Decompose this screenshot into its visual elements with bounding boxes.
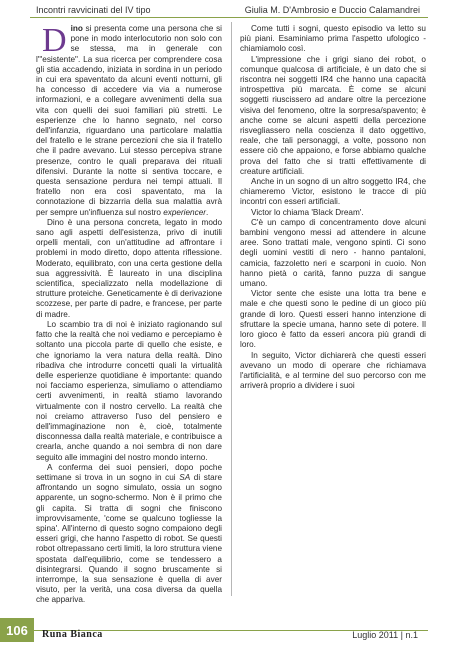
paragraph-6: L'impressione che i grigi siano dei robot, o comunque qualcosa di artificiale, è un dato che si riscontra nei soggetti IR4 che hanno una capacità introspettiva più marcata. È come se alcuni soggetti riuscissero ad andare oltre la percezione visiva del fenomeno, oltre la sorpresa/spavento; è anche come se alcuni aspetti della percezione risvegliassero nella coscienza il dato oggettivo, reale, che tali personaggi, a volte, possono non essere ciò che appaiono, e forse abbiamo qualche prova del fatto che si tratti effettivamente di creature artificiali.	[240, 54, 426, 176]
issue-info: Luglio 2011 | n.1	[352, 630, 418, 640]
column-right	[240, 24, 426, 594]
paragraph-1-text: si presenta come una persona che si pone in modo interlocutorio non solo con se stessa, ma in generale con l'"esistente". La sua ricerca per comprendere cosa gli stia accadendo, iniziata in sordina in un periodo in cui era spaventato da alcuni eventi notturni, gli ha concesso di accedere via via a numerose informazioni, e a collegare avvenimenti della sua vita con quelli dei suoi familiari più stretti. Le esperienze che lo hanno segnato, nel corso dell'infanzia, riguardano una particolare malattia del fratello e le strane percezioni che sia il fratello che il padre avevano. Lui stesso percepiva strane presenze, contro le quali preparava dei rituali difensivi. Durante la notte si sentiva toccare, e questa sensazione perdura nei tempi attuali. Il fratello non era così spaventato, ma la connotazione di bizzarria della sua malattia avrà per sempre un'influenza sul nostro	[36, 24, 222, 217]
paragraph-11: In seguito, Victor dichiarerà che questi esseri avevano un modo di operare che richiamava l'artificialità, e al termine del suo percorso con me arriverà proprio a dividere i suoi	[240, 350, 426, 391]
paragraph-8: Victor lo chiama 'Black Dream'.	[251, 207, 364, 217]
running-header	[0, 0, 458, 18]
paragraph-1-emphasis: experiencer	[163, 207, 206, 217]
paragraph-1	[36, 24, 222, 218]
paragraph-7: Anche in un sogno di un altro soggetto IR4, che chiameremo Victor, esistono le tracce di più incontri con esseri artificiali.	[240, 177, 426, 207]
page-number: 106	[0, 618, 34, 642]
header-authors: Giulia M. D'Ambrosio e Duccio Calamandrei	[244, 5, 420, 15]
header-rule	[30, 17, 428, 18]
paragraph-4-text: A conferma dei suoi pensieri, dopo poche settimane si trova in un sogno in cui	[36, 462, 222, 482]
paragraph-1-end: .	[205, 207, 209, 217]
paragraph-2: Dino è una persona concreta, legato in modo sano agli aspetti dell'esistenza, privo di inutili orpelli mentali, con un'attitudine ad affrontare i problemi in modo diretto, dopo attenta riflessione. Moderato, equilibrato, con una certa gestione della sua aggressività. È laureato in una disciplina scientifica, specializzato nella modellazione di strutture proteiche. Geneticamente è di derivazione scozzese, per parte di padre, e francese, per parte di madre.	[36, 217, 222, 319]
paragraph-4-emphasis: SA	[179, 472, 191, 482]
magazine-title: Runa Bianca	[42, 629, 103, 640]
page-footer	[0, 620, 458, 646]
drop-cap: D	[42, 22, 67, 59]
paragraph-10: Victor sente che esiste una lotta tra bene e male e che questi sono le pedine di un gioco più grande di loro. Questi esseri hanno intenzione di sfruttare la specie umana, hanno sete di potere. Il loro gioco è fatto da esseri ancora più grandi di loro.	[240, 289, 426, 350]
lead-word: ino	[70, 24, 83, 33]
header-section-title: Incontri ravvicinati del IV tipo	[36, 5, 151, 15]
paragraph-4-start	[36, 463, 222, 606]
column-left	[36, 22, 223, 605]
column-divider	[231, 22, 232, 596]
paragraph-3: Lo scambio tra di noi è iniziato ragionando sul fatto che la realtà che noi vediamo e percepiamo è soltanto una piccola parte di quello che esiste, e che ignoriamo la vera natura della realtà. Dino ribadiva che introdurre concetti quali la virtualità delle esperienze quotidiane è importante: quando noi facciamo esperienza, simuliamo o attendiamo certi avvenimenti, in realtà stiamo lavorando virtualmente con il nostro cervello. La realtà che noi creiamo attraverso l'uso del pensiero e dell'immaginazione non è, cioè, totalmente disconnessa dalla realtà materiale, e contribuisce a crearla, anche quando a noi sembra di non dare seguito alle immagini del nostro mondo interno.	[36, 319, 222, 462]
paragraph-9: C'è un campo di concentramento dove alcuni bambini vengono messi ad attendere in alcune aree. Sono trattati male, vengono spinti. Ci sono degli uomini vestiti di nero - hanno pantaloni, camicia, fazzoletto neri e scarponi in cuoio. Non hanno pietà o carità, fanno puzza di sangue umano.	[240, 217, 426, 289]
paragraph-5: Come tutti i sogni, questo episodio va letto su più piani. Esaminiamo prima l'aspetto ufologico - chiamiamolo così.	[240, 24, 426, 54]
paragraph-4-rest: di stare affrontando un sogno simulato, ossia un sogno apparente, un sogno-schermo. Non è il primo che gli capita. Si tratta di sogni che finiscono improvvisamente, 'come se qualcuno togliesse la spina'. All'interno di questo sogno compaiono degli esseri grigi, che hanno l'aspetto di robot. Se questi robot oltrepassano certi limiti, la loro struttura viene spostata dall'equilibrio, come se tendessero a disintegrarsi. Quando il sogno bruscamente si interrompe, la sua sensazione è quella di aver visuto, per la verità, una cosa diversa da quella che appariva.	[36, 472, 223, 605]
